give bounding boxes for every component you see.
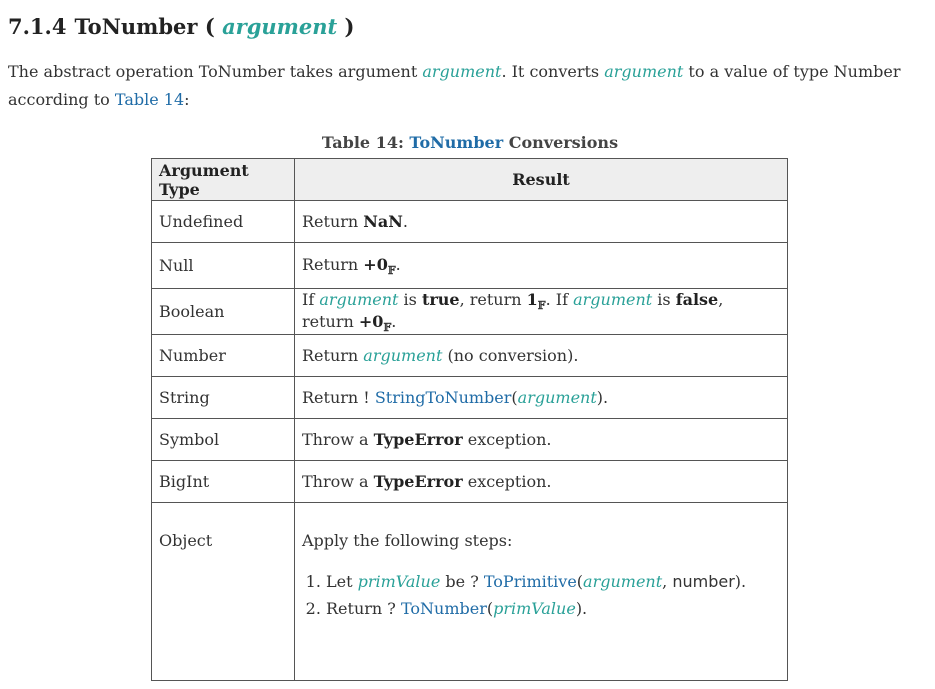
type-cell: Number [152, 335, 295, 377]
type-cell: Object [152, 503, 295, 681]
number-hint: number [672, 572, 735, 591]
section-number: 7.1.4 [8, 14, 67, 39]
result-cell: Return NaN. [295, 201, 788, 243]
table-caption: Table 14: ToNumber Conversions [321, 133, 619, 152]
type-cell: String [152, 377, 295, 419]
tonumber-caption-link[interactable]: ToNumber [409, 133, 504, 152]
table-row [152, 461, 788, 503]
table-row [152, 335, 788, 377]
section-title: ToNumber [74, 14, 198, 39]
result-cell: Throw a TypeError exception. [295, 461, 788, 503]
var-argument[interactable]: argument [583, 572, 663, 591]
type-cell: Symbol [152, 419, 295, 461]
tonumber-link[interactable]: ToNumber [400, 599, 487, 618]
table-header-row [152, 159, 788, 201]
section-parameter: argument [222, 14, 338, 39]
stringtonumber-link[interactable]: StringToNumber [374, 388, 512, 407]
steps-list [302, 568, 780, 622]
toprimitive-link[interactable]: ToPrimitive [483, 572, 577, 591]
table-row [152, 201, 788, 243]
steps-intro: Apply the following steps: [302, 531, 513, 550]
step-item: 2. Return ? ToNumber(primValue). [326, 595, 780, 622]
var-argument[interactable]: argument [422, 62, 502, 81]
var-argument[interactable]: argument [604, 62, 684, 81]
table-row [152, 289, 788, 335]
intro-paragraph: The abstract operation ToNumber takes argument argument. It converts argument to a value of type Number according to Table 14: [8, 62, 901, 109]
type-cell: BigInt [152, 461, 295, 503]
table-row [152, 377, 788, 419]
step-item: 1. Let primValue be ? ToPrimitive(argument, number). [326, 568, 780, 595]
var-primvalue[interactable]: primValue [493, 599, 576, 618]
var-argument[interactable]: argument [363, 346, 443, 365]
type-cell: Boolean [152, 289, 295, 335]
header-result: Result [295, 159, 788, 201]
result-cell: Return ! StringToNumber(argument). [295, 377, 788, 419]
var-primvalue[interactable]: primValue [357, 572, 441, 591]
table-row [152, 243, 788, 289]
var-argument[interactable]: argument [517, 388, 597, 407]
type-cell: Undefined [152, 201, 295, 243]
result-cell [295, 503, 788, 681]
type-cell: Null [152, 243, 295, 289]
result-cell: Return $+0_𝔽$. [295, 243, 788, 289]
header-argument-type: Argument Type [152, 159, 295, 201]
result-cell: Throw a TypeError exception. [295, 419, 788, 461]
result-cell: If argument is true, return $1_𝔽$. If argument is false, return $+0_𝔽$. [295, 289, 788, 335]
table-row [152, 503, 788, 681]
table-row [152, 419, 788, 461]
var-argument[interactable]: argument [573, 289, 653, 309]
result-cell: Return argument (no conversion). [295, 335, 788, 377]
section-heading: 7.1.4 ToNumber ( argument ) [8, 14, 355, 39]
var-argument[interactable]: argument [319, 289, 399, 309]
conversion-table [151, 158, 788, 681]
table-14-link[interactable]: Table 14 [114, 90, 185, 109]
